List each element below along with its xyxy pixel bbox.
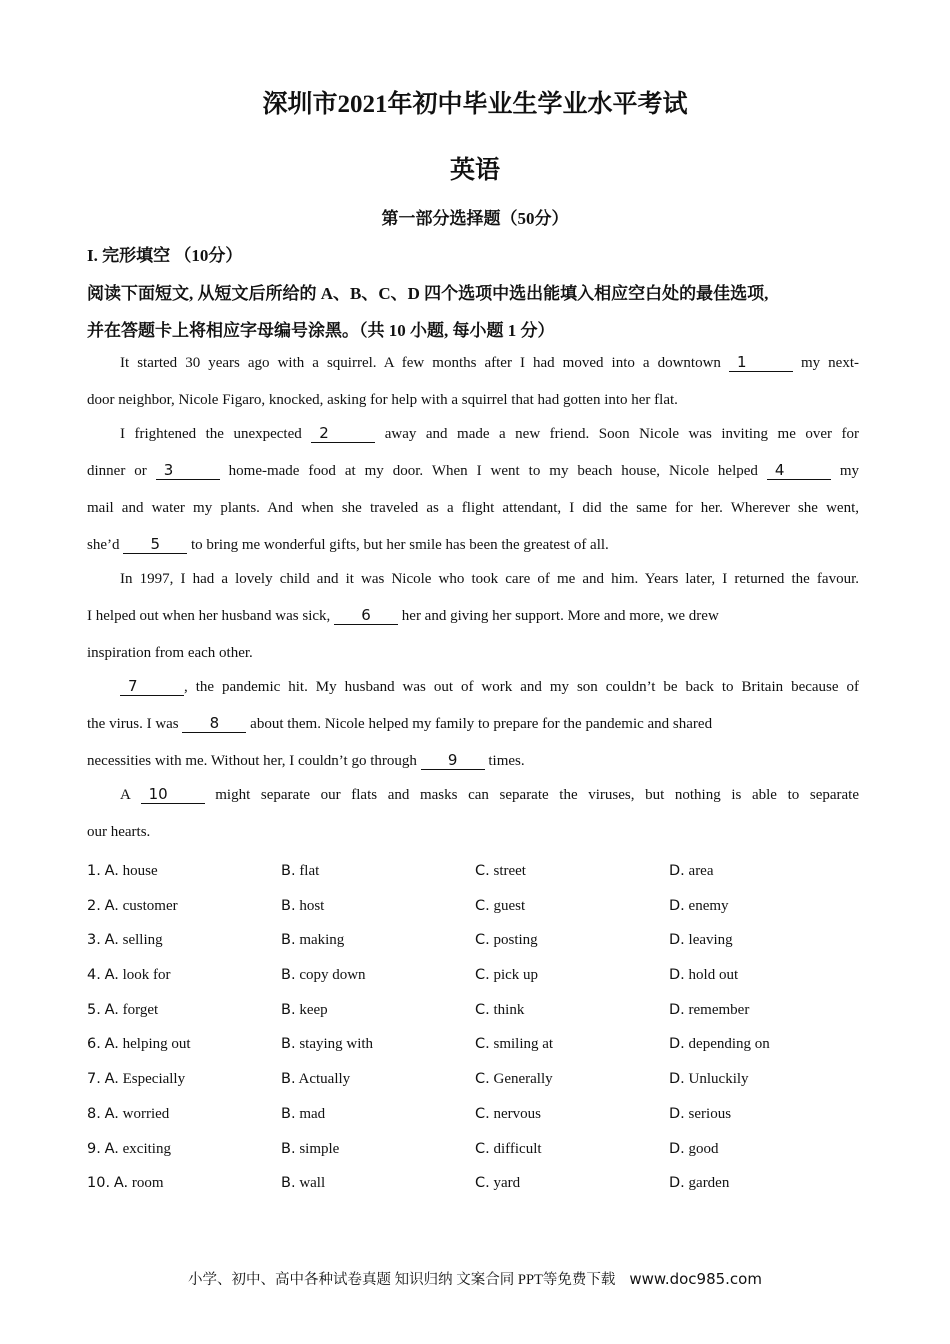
- option-text: copy down: [299, 967, 366, 984]
- option-text: street: [493, 863, 526, 879]
- option-b[interactable]: [281, 896, 475, 931]
- option-a[interactable]: [87, 1069, 281, 1104]
- option-text: difficult: [493, 1140, 542, 1157]
- option-a[interactable]: [87, 930, 281, 965]
- option-text: mad: [299, 1105, 326, 1122]
- passage-text: , the pandemic hit. My husband was out of work and my son couldn’t be back to Britain because of: [184, 679, 859, 695]
- option-letter: D.: [669, 1071, 685, 1088]
- option-a[interactable]: [87, 1173, 281, 1208]
- option-text: serious: [688, 1105, 732, 1122]
- option-text: helping out: [122, 1036, 191, 1053]
- option-letter: A.: [104, 1001, 119, 1018]
- option-d[interactable]: [669, 1139, 863, 1174]
- option-text: customer: [122, 897, 178, 914]
- option-letter: D.: [669, 1105, 685, 1122]
- option-text: smiling at: [493, 1036, 554, 1053]
- option-c[interactable]: [475, 861, 669, 896]
- option-a[interactable]: [87, 1034, 281, 1069]
- blank-2: 2: [311, 424, 375, 443]
- blank-7: 7: [120, 677, 184, 696]
- option-letter: A.: [104, 1105, 119, 1122]
- blank-5: 5: [123, 535, 187, 554]
- option-c[interactable]: [475, 1069, 669, 1104]
- passage-text: she’d: [87, 537, 124, 553]
- option-c[interactable]: [475, 1104, 669, 1139]
- option-d[interactable]: [669, 1000, 863, 1035]
- option-text: leaving: [688, 932, 733, 949]
- option-d[interactable]: [669, 930, 863, 965]
- option-b[interactable]: [281, 1034, 475, 1069]
- question-number: 7.: [87, 1071, 101, 1088]
- passage-line: [87, 567, 859, 604]
- passage-line: [87, 459, 859, 496]
- option-letter: C.: [475, 967, 490, 984]
- passage-line: [87, 496, 859, 533]
- question-number: 9.: [87, 1140, 101, 1157]
- blank-9: 9: [421, 751, 485, 770]
- blank-4: 4: [767, 461, 831, 480]
- option-text: guest: [493, 897, 526, 914]
- option-d[interactable]: [669, 965, 863, 1000]
- passage-text: mail and water my plants. And when she traveled as a flight attendant, I did the same for her. Wherever she went,: [87, 500, 859, 516]
- option-text: hold out: [688, 967, 739, 984]
- option-letter: C.: [475, 1001, 490, 1018]
- option-text: depending on: [688, 1036, 770, 1053]
- option-text: room: [131, 1175, 164, 1192]
- passage-text: to bring me wonderful gifts, but her smile has been the greatest of all.: [187, 537, 609, 553]
- option-text: good: [688, 1140, 719, 1157]
- passage-text: A: [120, 787, 141, 803]
- footer: [0, 1268, 950, 1289]
- option-text: simple: [299, 1140, 340, 1157]
- footer-url[interactable]: www.doc985.com: [629, 1270, 762, 1288]
- passage-text: times.: [484, 753, 525, 769]
- passage-text: necessities with me. Without her, I couldn’t go through: [87, 753, 421, 769]
- passage-text: her and giving her support. More and more, we drew: [398, 608, 719, 624]
- passage-line: [87, 533, 859, 567]
- question-number: 4.: [87, 967, 101, 984]
- option-text: house: [122, 863, 158, 879]
- option-c[interactable]: [475, 930, 669, 965]
- option-c[interactable]: [475, 1139, 669, 1174]
- passage-line: [87, 388, 859, 422]
- option-letter: B.: [281, 1105, 296, 1122]
- option-c[interactable]: [475, 965, 669, 1000]
- section-heading: I. 完形填空 （10分）: [87, 246, 243, 265]
- question-row: [87, 930, 867, 965]
- option-d[interactable]: [669, 1104, 863, 1139]
- question-row: [87, 1139, 867, 1174]
- option-b[interactable]: [281, 965, 475, 1000]
- option-d[interactable]: [669, 861, 863, 896]
- passage-text: might separate our flats and masks can separate the viruses, but nothing is able to separate: [204, 787, 859, 803]
- question-row: [87, 896, 867, 931]
- question-number: 5.: [87, 1001, 101, 1018]
- blank-6: 6: [334, 606, 398, 625]
- option-letter: D.: [669, 1175, 685, 1192]
- question-row: [87, 1034, 867, 1069]
- option-c[interactable]: [475, 1000, 669, 1035]
- question-row: [87, 1069, 867, 1104]
- footer-text: 小学、初中、高中各种试卷真题 知识归纳 文案合同 PPT等免费下载: [188, 1272, 616, 1288]
- option-text: posting: [493, 932, 538, 949]
- option-c[interactable]: [475, 1034, 669, 1069]
- option-d[interactable]: [669, 1034, 863, 1069]
- option-d[interactable]: [669, 1069, 863, 1104]
- passage-text: In 1997, I had a lovely child and it was Nicole who took care of me and him. Years later, I returned the favour.: [120, 571, 859, 587]
- option-b[interactable]: [281, 1139, 475, 1174]
- question-row: [87, 1173, 867, 1208]
- option-letter: A.: [104, 967, 119, 984]
- option-letter: C.: [475, 1140, 490, 1157]
- question-row: [87, 965, 867, 1000]
- passage-text: my: [830, 463, 859, 479]
- option-letter: B.: [281, 1140, 296, 1157]
- option-letter: A.: [113, 1175, 129, 1192]
- question-number: 3.: [87, 932, 101, 949]
- option-text: Especially: [122, 1071, 186, 1088]
- passage-text: dinner or: [87, 463, 156, 479]
- option-text: look for: [122, 967, 171, 984]
- option-d[interactable]: [669, 1173, 863, 1208]
- part-heading: 第一部分选择题（50分）: [381, 209, 569, 228]
- option-letter: D.: [669, 967, 685, 984]
- question-number: 1.: [87, 863, 101, 879]
- passage-line: [87, 820, 859, 854]
- option-text: keep: [299, 1001, 328, 1018]
- option-letter: C.: [475, 897, 490, 914]
- option-text: staying with: [299, 1036, 374, 1053]
- blank-10: 10: [141, 785, 205, 804]
- passage-line: [87, 422, 859, 459]
- passage-text: I frightened the unexpected: [120, 426, 312, 442]
- option-c[interactable]: [475, 1173, 669, 1208]
- option-text: wall: [299, 1175, 326, 1192]
- question-row: [87, 1104, 867, 1139]
- question-row: [87, 861, 867, 896]
- option-letter: A.: [104, 1036, 119, 1053]
- option-letter: D.: [669, 1001, 685, 1018]
- option-text: flat: [299, 863, 320, 879]
- option-letter: B.: [281, 1071, 296, 1088]
- passage-text: away and made a new friend. Soon Nicole was inviting me over for: [375, 426, 859, 442]
- option-b[interactable]: [281, 1104, 475, 1139]
- option-a[interactable]: [87, 965, 281, 1000]
- passage-text: home-made food at my door. When I went to my beach house, Nicole helped: [219, 463, 767, 479]
- option-text: think: [493, 1001, 525, 1018]
- passage-line: [87, 712, 859, 749]
- option-letter: A.: [104, 897, 119, 914]
- passage-text: I helped out when her husband was sick,: [87, 608, 335, 624]
- blank-3: 3: [156, 461, 220, 480]
- option-a[interactable]: [87, 1000, 281, 1035]
- option-letter: C.: [475, 1105, 490, 1122]
- instruction-line-2: 并在答题卡上将相应字母编号涂黑。（共 10 小题, 每小题 1 分）: [87, 321, 555, 340]
- option-letter: C.: [475, 1036, 490, 1053]
- question-options: [87, 861, 867, 1208]
- option-a[interactable]: [87, 1139, 281, 1174]
- passage-text: It started 30 years ago with a squirrel. A few months after I had moved into a downtown: [120, 355, 729, 371]
- passage-line: [87, 783, 859, 820]
- option-text: host: [299, 897, 325, 914]
- option-letter: D.: [669, 1036, 685, 1053]
- option-d[interactable]: [669, 896, 863, 931]
- option-letter: C.: [475, 1071, 490, 1088]
- question-row: [87, 1000, 867, 1035]
- option-letter: A.: [104, 932, 119, 949]
- option-b[interactable]: [281, 1000, 475, 1035]
- option-text: selling: [122, 932, 163, 949]
- cloze-passage: [87, 351, 859, 854]
- passage-line: [87, 604, 859, 641]
- instruction-line-1: 阅读下面短文, 从短文后所给的 A、B、C、D 四个选项中选出能填入相应空白处的最佳选项,: [87, 284, 769, 303]
- option-text: yard: [493, 1175, 521, 1192]
- option-letter: B.: [281, 967, 296, 984]
- passage-text: our hearts.: [87, 824, 151, 840]
- option-text: enemy: [688, 897, 729, 914]
- option-text: nervous: [493, 1105, 541, 1122]
- option-letter: B.: [281, 897, 296, 914]
- passage-line: [87, 351, 859, 388]
- passage-line: [87, 675, 859, 712]
- option-text: garden: [688, 1175, 730, 1192]
- option-letter: A.: [104, 1071, 119, 1088]
- blank-8: 8: [182, 714, 246, 733]
- option-text: making: [299, 932, 345, 949]
- question-number: 10.: [87, 1175, 111, 1192]
- option-b[interactable]: [281, 930, 475, 965]
- option-text: Actually: [298, 1071, 351, 1088]
- option-letter: B.: [281, 1036, 296, 1053]
- option-letter: D.: [669, 932, 685, 949]
- option-letter: B.: [281, 1175, 296, 1192]
- option-letter: D.: [669, 897, 685, 914]
- option-text: worried: [122, 1105, 170, 1122]
- option-text: remember: [688, 1001, 750, 1018]
- passage-text: about them. Nicole helped my family to prepare for the pandemic and shared: [246, 716, 713, 732]
- option-letter: A.: [104, 1140, 119, 1157]
- option-letter: B.: [281, 863, 296, 879]
- passage-line: [87, 749, 859, 783]
- blank-1: 1: [729, 353, 793, 372]
- option-letter: D.: [669, 1140, 685, 1157]
- passage-text: my next-: [792, 355, 859, 371]
- exam-title: 深圳市2021年初中毕业生学业水平考试: [262, 91, 688, 118]
- option-c[interactable]: [475, 896, 669, 931]
- option-a[interactable]: [87, 861, 281, 896]
- option-b[interactable]: [281, 861, 475, 896]
- passage-text: the virus. I was: [87, 716, 183, 732]
- option-text: exciting: [122, 1140, 171, 1157]
- option-letter: D.: [669, 863, 685, 879]
- option-letter: C.: [475, 1175, 490, 1192]
- option-a[interactable]: [87, 896, 281, 931]
- option-letter: C.: [475, 863, 490, 879]
- option-text: Generally: [493, 1071, 553, 1088]
- question-number: 2.: [87, 897, 101, 914]
- option-b[interactable]: [281, 1173, 475, 1208]
- option-b[interactable]: [281, 1069, 475, 1104]
- question-number: 8.: [87, 1105, 101, 1122]
- passage-text: door neighbor, Nicole Figaro, knocked, asking for help with a squirrel that had gotten into her flat.: [87, 392, 678, 408]
- option-text: area: [688, 863, 714, 879]
- option-letter: A.: [104, 863, 119, 879]
- option-a[interactable]: [87, 1104, 281, 1139]
- option-letter: B.: [281, 932, 296, 949]
- option-text: Unluckily: [688, 1071, 749, 1088]
- subject-title: 英语: [449, 157, 500, 184]
- passage-text: inspiration from each other.: [87, 645, 253, 661]
- option-text: forget: [122, 1001, 159, 1018]
- passage-line: [87, 641, 859, 675]
- option-letter: C.: [475, 932, 490, 949]
- option-text: pick up: [493, 967, 539, 984]
- option-letter: B.: [281, 1001, 296, 1018]
- question-number: 6.: [87, 1036, 101, 1053]
